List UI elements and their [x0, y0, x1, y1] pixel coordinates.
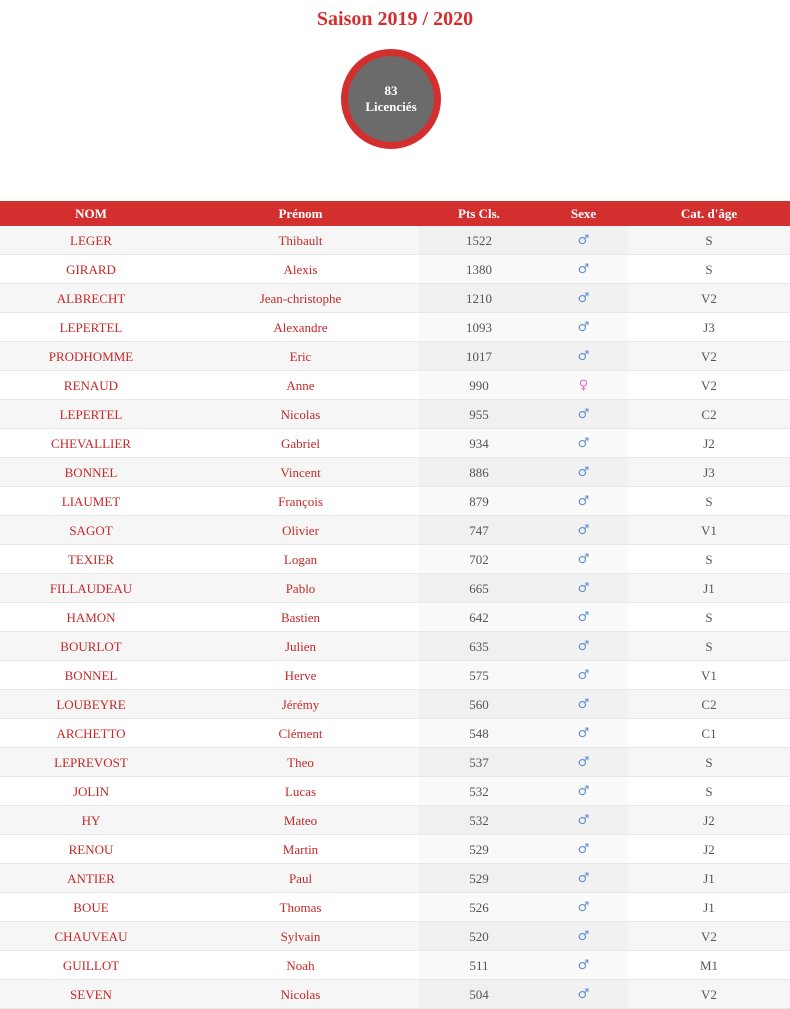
cell-categorie: V1 — [701, 522, 717, 538]
cell-nom[interactable]: PRODHOMME — [48, 348, 134, 364]
cell-categorie: S — [705, 551, 713, 567]
cell-prenom[interactable]: Noah — [286, 957, 315, 973]
cell-nom[interactable]: SAGOT — [69, 522, 113, 538]
cell-categorie: J3 — [703, 319, 715, 335]
male-icon: ♂ — [577, 494, 590, 509]
cell-nom[interactable]: JOLIN — [72, 783, 110, 799]
cell-points: 526 — [419, 893, 539, 922]
table-row — [0, 835, 790, 864]
cell-prenom[interactable]: Paul — [288, 870, 313, 886]
cell-sexe — [539, 748, 628, 777]
table-row — [0, 690, 790, 719]
cell-points: 747 — [419, 516, 539, 545]
cell-sexe — [539, 661, 628, 690]
cell-sexe — [539, 603, 628, 632]
cell-prenom[interactable]: Nicolas — [280, 406, 321, 422]
male-icon: ♂ — [577, 407, 590, 422]
cell-prenom[interactable]: Thomas — [279, 899, 322, 915]
cell-prenom[interactable]: François — [278, 493, 323, 509]
cell-prenom[interactable]: Sylvain — [280, 928, 321, 944]
cell-prenom[interactable]: Thibault — [278, 232, 323, 248]
male-icon: ♂ — [577, 726, 590, 741]
cell-points: 511 — [419, 951, 539, 980]
cell-categorie: S — [705, 754, 713, 770]
column-header-sexe[interactable]: Sexe — [570, 206, 597, 221]
table-row — [0, 458, 790, 487]
members-count-label: Licenciés — [365, 99, 417, 114]
cell-prenom[interactable]: Nicolas — [280, 986, 321, 1002]
cell-points: 635 — [419, 632, 539, 661]
male-icon: ♂ — [577, 987, 590, 1002]
cell-nom[interactable]: RENOU — [68, 841, 114, 857]
male-icon: ♂ — [577, 465, 590, 480]
male-icon: ♂ — [577, 929, 590, 944]
table-row — [0, 574, 790, 603]
cell-sexe — [539, 777, 628, 806]
table-row — [0, 922, 790, 951]
cell-nom[interactable]: ANTIER — [67, 870, 115, 886]
male-icon: ♂ — [577, 436, 590, 451]
cell-prenom[interactable]: Alexandre — [273, 319, 328, 335]
cell-points: 702 — [419, 545, 539, 574]
male-icon: ♂ — [577, 581, 590, 596]
table-row — [0, 429, 790, 458]
male-icon: ♂ — [577, 639, 590, 654]
cell-points: 504 — [419, 980, 539, 1009]
cell-prenom[interactable]: Anne — [286, 377, 315, 393]
table-row — [0, 777, 790, 806]
cell-nom[interactable]: GIRARD — [66, 261, 116, 277]
cell-prenom[interactable]: Jérémy — [281, 696, 320, 712]
cell-sexe — [539, 226, 628, 255]
cell-nom[interactable]: BOUE — [73, 899, 109, 915]
cell-nom[interactable]: TEXIER — [67, 551, 115, 567]
cell-sexe — [539, 864, 628, 893]
cell-points: 532 — [419, 806, 539, 835]
cell-nom[interactable]: ALBRECHT — [56, 290, 126, 306]
cell-sexe — [539, 516, 628, 545]
cell-prenom[interactable]: Lucas — [284, 783, 317, 799]
members-count-badge — [341, 49, 441, 149]
table-header-row — [0, 201, 790, 226]
cell-categorie: J1 — [703, 899, 715, 915]
cell-sexe — [539, 545, 628, 574]
cell-sexe — [539, 835, 628, 864]
cell-points: 1380 — [419, 255, 539, 284]
cell-nom[interactable]: GUILLOT — [62, 957, 120, 973]
table-row — [0, 487, 790, 516]
cell-points: 520 — [419, 922, 539, 951]
cell-categorie: V2 — [701, 348, 717, 364]
cell-categorie: J2 — [703, 435, 715, 451]
cell-prenom[interactable]: Jean-christophe — [259, 290, 342, 306]
members-count-value: 83 — [384, 83, 398, 98]
cell-points: 537 — [419, 748, 539, 777]
table-row — [0, 284, 790, 313]
male-icon: ♂ — [577, 552, 590, 567]
cell-points: 575 — [419, 661, 539, 690]
season-title: Saison 2019 / 2020 — [316, 8, 474, 30]
table-row — [0, 603, 790, 632]
cell-sexe — [539, 313, 628, 342]
cell-prenom[interactable]: Herve — [284, 667, 317, 683]
cell-prenom[interactable]: Pablo — [285, 580, 316, 596]
cell-points: 529 — [419, 835, 539, 864]
table-row — [0, 632, 790, 661]
cell-categorie: J1 — [703, 870, 715, 886]
cell-points: 532 — [419, 777, 539, 806]
cell-categorie: M1 — [699, 957, 719, 973]
cell-nom[interactable]: LOUBEYRE — [56, 696, 126, 712]
members-ranking-table — [0, 201, 790, 1009]
cell-points: 560 — [419, 690, 539, 719]
male-icon: ♂ — [577, 233, 590, 248]
cell-sexe — [539, 806, 628, 835]
cell-nom[interactable]: BONNEL — [64, 667, 118, 683]
cell-points: 886 — [419, 458, 539, 487]
cell-points: 1017 — [419, 342, 539, 371]
column-header-categorie[interactable]: Cat. d'âge — [680, 206, 738, 221]
cell-sexe — [539, 632, 628, 661]
cell-prenom[interactable]: Eric — [289, 348, 312, 364]
cell-categorie: J2 — [703, 841, 715, 857]
male-icon: ♂ — [577, 697, 590, 712]
cell-points: 665 — [419, 574, 539, 603]
cell-prenom[interactable]: Gabriel — [281, 435, 320, 451]
cell-sexe — [539, 980, 628, 1009]
cell-prenom[interactable]: Bastien — [281, 609, 320, 625]
table-row — [0, 806, 790, 835]
cell-sexe — [539, 429, 628, 458]
cell-prenom[interactable]: Clément — [278, 725, 323, 741]
cell-prenom[interactable]: Mateo — [283, 812, 318, 828]
table-row — [0, 951, 790, 980]
table-row — [0, 748, 790, 777]
column-header-nom[interactable]: NOM — [75, 206, 107, 221]
male-icon: ♂ — [577, 610, 590, 625]
table-row — [0, 371, 790, 400]
table-row — [0, 342, 790, 371]
cell-nom[interactable]: RENAUD — [63, 377, 119, 393]
cell-prenom[interactable]: Olivier — [282, 522, 319, 538]
cell-nom[interactable]: LIAUMET — [61, 493, 121, 509]
cell-nom[interactable]: CHAUVEAU — [54, 928, 128, 944]
cell-categorie: J3 — [703, 464, 715, 480]
cell-categorie: J1 — [703, 580, 715, 596]
cell-categorie: C2 — [701, 406, 717, 422]
cell-sexe — [539, 342, 628, 371]
table-row — [0, 980, 790, 1009]
cell-categorie: S — [705, 783, 713, 799]
male-icon: ♂ — [577, 523, 590, 538]
table-row — [0, 893, 790, 922]
cell-nom[interactable]: LEGER — [70, 232, 112, 248]
cell-sexe — [539, 690, 628, 719]
cell-points: 529 — [419, 864, 539, 893]
cell-categorie: V2 — [701, 928, 717, 944]
table-row — [0, 719, 790, 748]
cell-prenom[interactable]: Julien — [284, 638, 317, 654]
male-icon: ♂ — [577, 900, 590, 915]
cell-prenom[interactable]: Martin — [282, 841, 319, 857]
cell-categorie: J2 — [703, 812, 715, 828]
cell-sexe — [539, 487, 628, 516]
male-icon: ♂ — [577, 813, 590, 828]
cell-nom[interactable]: HAMON — [66, 609, 116, 625]
cell-prenom[interactable]: Theo — [287, 754, 314, 770]
cell-sexe — [539, 458, 628, 487]
cell-nom[interactable]: HY — [81, 812, 101, 828]
cell-nom[interactable]: BOURLOT — [60, 638, 122, 654]
male-icon: ♂ — [577, 784, 590, 799]
cell-points: 1093 — [419, 313, 539, 342]
cell-categorie: S — [705, 493, 713, 509]
cell-categorie: V2 — [701, 377, 717, 393]
cell-sexe — [539, 400, 628, 429]
table-row — [0, 313, 790, 342]
column-header-points[interactable]: Pts Cls. — [458, 206, 500, 221]
table-row — [0, 516, 790, 545]
cell-sexe — [539, 719, 628, 748]
cell-categorie: S — [705, 261, 713, 277]
cell-points: 934 — [419, 429, 539, 458]
cell-nom[interactable]: LEPERTEL — [59, 406, 123, 422]
cell-categorie: C1 — [701, 725, 717, 741]
cell-points: 1522 — [419, 226, 539, 255]
cell-categorie: S — [705, 609, 713, 625]
cell-sexe — [539, 922, 628, 951]
table-row — [0, 864, 790, 893]
cell-categorie: S — [705, 638, 713, 654]
male-icon: ♂ — [577, 958, 590, 973]
cell-categorie: V2 — [701, 986, 717, 1002]
cell-nom[interactable]: LEPERTEL — [59, 319, 123, 335]
table-row — [0, 226, 790, 255]
cell-sexe — [539, 951, 628, 980]
table-row — [0, 545, 790, 574]
cell-points: 955 — [419, 400, 539, 429]
male-icon: ♂ — [577, 349, 590, 364]
table-row — [0, 400, 790, 429]
cell-points: 879 — [419, 487, 539, 516]
male-icon: ♂ — [577, 668, 590, 683]
cell-sexe — [539, 371, 628, 400]
table-row — [0, 255, 790, 284]
cell-points: 642 — [419, 603, 539, 632]
cell-nom[interactable]: ARCHETTO — [56, 725, 126, 741]
cell-points: 548 — [419, 719, 539, 748]
cell-sexe — [539, 893, 628, 922]
male-icon: ♂ — [577, 755, 590, 770]
cell-categorie: S — [705, 232, 713, 248]
cell-prenom[interactable]: Alexis — [283, 261, 318, 277]
cell-nom[interactable]: BONNEL — [64, 464, 118, 480]
column-header-prenom[interactable]: Prénom — [278, 206, 323, 221]
cell-categorie: C2 — [701, 696, 717, 712]
cell-prenom[interactable]: Logan — [283, 551, 318, 567]
cell-points: 1210 — [419, 284, 539, 313]
female-icon: ♀ — [578, 378, 589, 393]
table-body — [0, 226, 790, 1009]
male-icon: ♂ — [577, 291, 590, 306]
cell-categorie: V2 — [701, 290, 717, 306]
cell-points: 990 — [419, 371, 539, 400]
cell-nom[interactable]: FILLAUDEAU — [49, 580, 133, 596]
table-row — [0, 661, 790, 690]
cell-prenom[interactable]: Vincent — [280, 464, 321, 480]
male-icon: ♂ — [577, 842, 590, 857]
cell-sexe — [539, 284, 628, 313]
male-icon: ♂ — [577, 320, 590, 335]
cell-categorie: V1 — [701, 667, 717, 683]
male-icon: ♂ — [577, 262, 590, 277]
cell-sexe — [539, 255, 628, 284]
cell-sexe — [539, 574, 628, 603]
male-icon: ♂ — [577, 871, 590, 886]
cell-nom[interactable]: LEPREVOST — [54, 754, 128, 770]
cell-nom[interactable]: CHEVALLIER — [51, 435, 131, 451]
cell-nom[interactable]: SEVEN — [70, 986, 112, 1002]
